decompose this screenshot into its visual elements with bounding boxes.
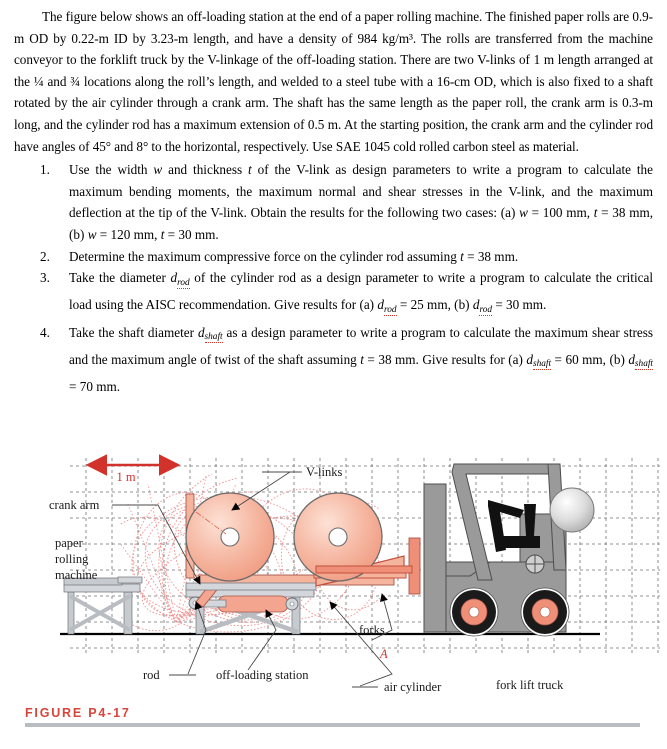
dimension-label: 1 m xyxy=(116,470,136,484)
requirement-item xyxy=(14,267,653,321)
requirement-text: Take the shaft diameter $d_{shaft}$ as a design parameter to write a program to calculate the maximum shear stress and the maximum angle of twist of the shaft assuming t = 38 mm. Give results for (a) $d_{shaft} = 60$ mm, (b) $d_{shaft} = 70$ mm. xyxy=(69,324,654,394)
requirement-number: 3. xyxy=(40,270,50,286)
requirement-number: 1. xyxy=(40,162,50,178)
requirement-text: Take the diameter $d_{rod}$ of the cylinder rod as a design parameter to write a program to calculate the critical load using the AISC recommendation. Give results for (a) $d_{rod} = 25$ mm, (b) $d_{rod} = 30$ mm. xyxy=(69,270,653,315)
requirement-item xyxy=(14,322,653,398)
requirement-number: 2. xyxy=(40,248,50,264)
paper-rolling-machine xyxy=(64,577,142,634)
problem-text-block xyxy=(14,6,653,397)
requirement-text: Use the width w and thickness t of the V-link as design parameters to write a program to calculate the maximum bending moments, the maximum normal and shear stresses in the V-link, and the maximum deflection at the tip of the V-link. Obtain the results for the following two cases: (a) w = 100 mm, t = 38 mm, (b) w = 120 mm, t = 30 mm. xyxy=(69,162,654,242)
front-wheel xyxy=(450,588,498,636)
requirements-list xyxy=(14,159,653,397)
label-paper-line1: paper xyxy=(55,536,83,550)
label-point-a: A xyxy=(380,647,388,661)
label-off-loading-station: off-loading station xyxy=(216,668,309,682)
label-paper-line3: machine xyxy=(55,568,98,582)
label-paper-line2: rolling xyxy=(55,552,89,566)
rear-wheel xyxy=(521,588,569,636)
intro-paragraph: The figure below shows an off-loading station at the end of a paper rolling machine. The finished paper rolls are 0.9-m OD by 0.22-m ID by 3.23-m length, and have a density of 984 kg/m³. The rolls are transferred from the machine conveyor to the forklift truck by the V-linkage of the off-loading station. There are two V-links of 1 m length arranged at the ¼ and ¾ locations along the roll’s length, and welded to a steel tube with a 16-cm OD, which is also fixed to a shaft rotated by the air cylinder through a crank arm. The shaft has the same length as the paper roll, the crank arm is 0.3-m long, and the cylinder rod has a maximum extension of 0.5 m. At the starting position, the crank arm and the cylinder rod have angles of 45° and 8° to the horizontal, respectively. Use SAE 1045 cold rolled carbon steel as material. xyxy=(14,9,653,154)
label-fork-lift-truck: fork lift truck xyxy=(496,678,564,692)
label-forks: forks xyxy=(359,623,385,637)
requirement-item xyxy=(14,246,653,268)
figure-caption: FIGURE P4-17 xyxy=(25,706,131,720)
label-v-links: V-links xyxy=(306,465,343,479)
label-air-cylinder: air cylinder xyxy=(384,680,442,694)
figure-caption-block xyxy=(25,706,640,727)
label-rod: rod xyxy=(143,668,160,682)
figure-p4-17 xyxy=(0,444,667,702)
dimension-arrow-1m xyxy=(88,465,178,484)
requirement-number: 4. xyxy=(40,324,50,340)
paper-roll-1 xyxy=(186,493,274,581)
requirement-item xyxy=(14,159,653,245)
air-cylinder xyxy=(218,596,298,612)
requirement-text: Determine the maximum compressive force on the cylinder rod assuming t = 38 mm. xyxy=(69,248,519,264)
forks xyxy=(316,566,412,573)
label-crank-arm: crank arm xyxy=(49,498,100,512)
caption-rule xyxy=(25,723,640,727)
